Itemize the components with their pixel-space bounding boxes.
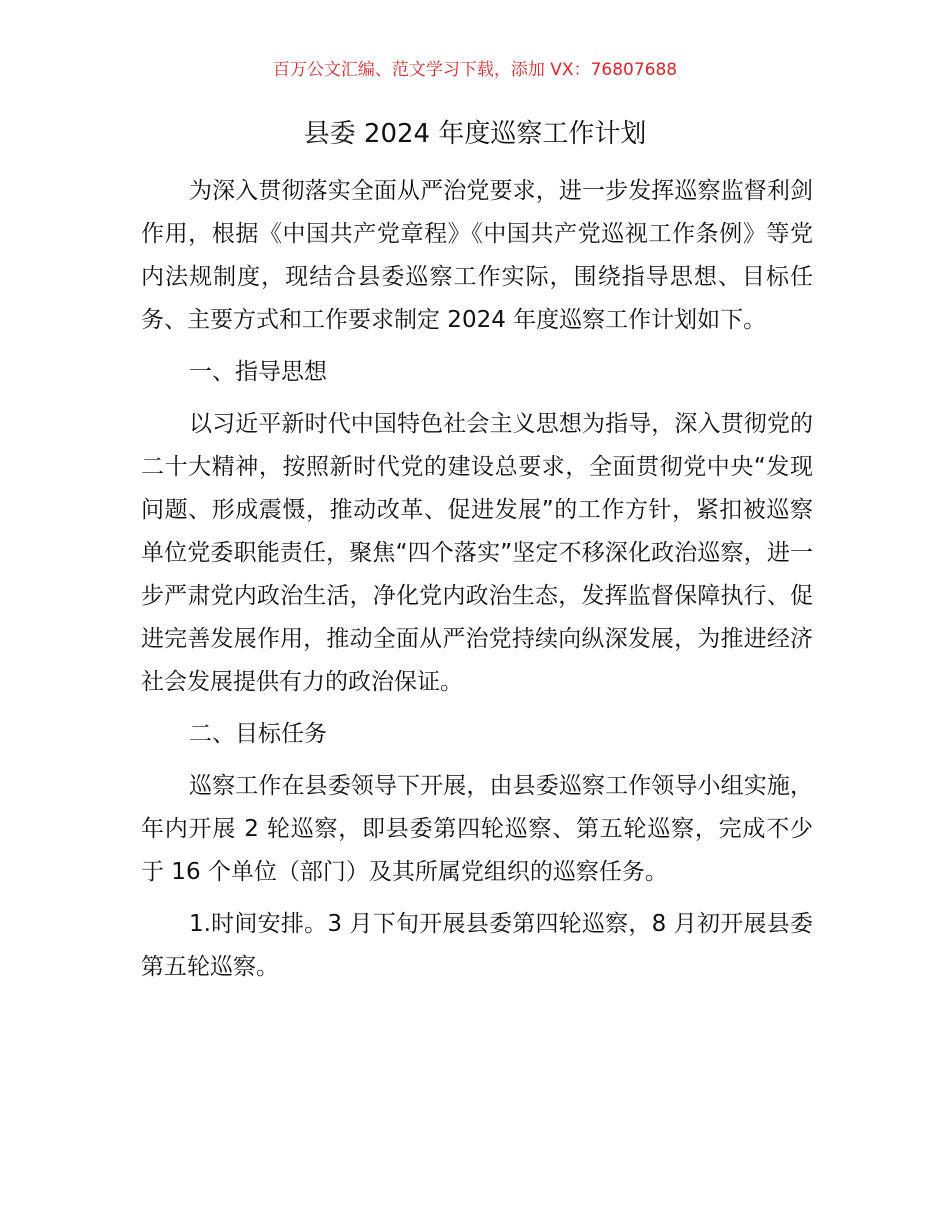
watermark-header: 百万公文汇编、范文学习下载，添加 VX：76807688 bbox=[272, 60, 678, 80]
intro-paragraph: 为深入贯彻落实全面从严治党要求，进一步发挥巡察监督利剑作用，根据《中国共产党章程》《中国共产党巡视工作条例》等党内法规制度，现结合县委巡察工作实际，围绕指导思想、目标任务、主要方式和工作要求制定 2024 年度巡察工作计划如下。 bbox=[141, 178, 813, 333]
schedule-paragraph: 1.时间安排。3 月下旬开展县委第四轮巡察，8 月初开展县委第五轮巡察。 bbox=[141, 911, 813, 980]
section-heading-objectives: 二、目标任务 bbox=[189, 721, 327, 747]
section-heading-guiding-thought: 一、指导思想 bbox=[189, 359, 327, 385]
document-body bbox=[141, 170, 813, 998]
guiding-thought-paragraph: 以习近平新时代中国特色社会主义思想为指导，深入贯彻党的二十大精神，按照新时代党的建设总要求，全面贯彻党中央“发现问题、形成震慑，推动改革、促进发展”的工作方针，紧扣被巡察单位党委职能责任，聚焦“四个落实”坚定不移深化政治巡察，进一步严肃党内政治生活，净化党内政治生态，发挥监督保障执行、促进完善发展作用，推动全面从严治党持续向纵深发展，为推进经济社会发展提供有力的政治保证。 bbox=[141, 411, 813, 695]
objectives-paragraph: 巡察工作在县委领导下开展，由县委巡察工作领导小组实施，年内开展 2 轮巡察，即县委第四轮巡察、第五轮巡察，完成不少于 16 个单位（部门）及其所属党组织的巡察任务。 bbox=[141, 773, 813, 885]
document-title: 县委 2024 年度巡察工作计划 bbox=[303, 119, 647, 149]
